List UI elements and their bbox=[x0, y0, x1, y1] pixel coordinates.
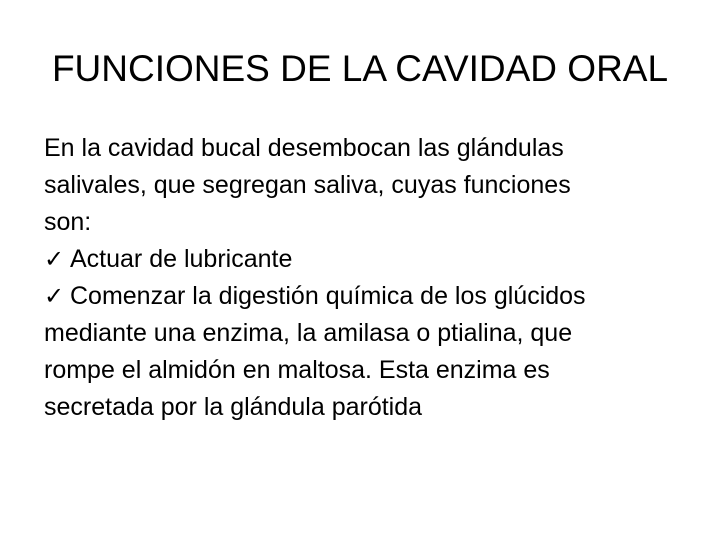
slide-title: FUNCIONES DE LA CAVIDAD ORAL bbox=[51, 48, 669, 89]
bullet-text: Actuar de lubricante bbox=[70, 245, 293, 273]
bullet-item-lubricante bbox=[44, 241, 694, 278]
bullet-item-digestion bbox=[44, 278, 694, 315]
bullet-continuation-line: mediante una enzima, la amilasa o ptialina, que bbox=[44, 319, 573, 347]
bullet-text: Comenzar la digestión química de los glúcidos bbox=[70, 282, 586, 310]
bullet-continuation-line: rompe el almidón en maltosa. Esta enzima es bbox=[44, 356, 550, 384]
slide-body bbox=[44, 130, 694, 426]
checkmark-icon: ✓ bbox=[44, 282, 65, 310]
body-line: son: bbox=[44, 208, 92, 236]
body-line: En la cavidad bucal desembocan las glándulas bbox=[44, 134, 564, 162]
body-line: salivales, que segregan saliva, cuyas funciones bbox=[44, 171, 571, 199]
bullet-continuation-line: secretada por la glándula parótida bbox=[44, 393, 423, 421]
checkmark-icon: ✓ bbox=[44, 245, 65, 273]
